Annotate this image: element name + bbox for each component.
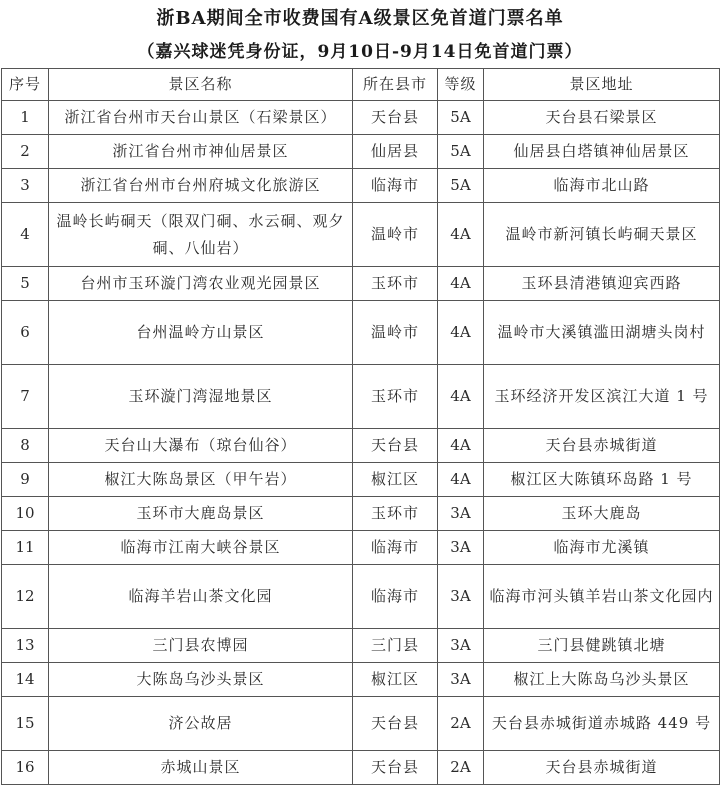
table-row [2, 565, 720, 629]
header-address: 景区地址 [484, 69, 720, 101]
table-row [2, 169, 720, 203]
cell-level: 5A [438, 135, 484, 169]
table-row [2, 497, 720, 531]
cell-address: 玉环经济开发区滨江大道 1 号 [484, 365, 720, 429]
header-county: 所在县市 [353, 69, 438, 101]
cell-name: 赤城山景区 [49, 751, 353, 785]
document-title: 浙BA期间全市收费国有A级景区免首道门票名单 [156, 8, 564, 29]
cell-county: 玉环市 [353, 497, 438, 531]
cell-level: 4A [438, 301, 484, 365]
cell-county: 天台县 [353, 429, 438, 463]
scenic-spot-table [1, 68, 720, 785]
table-row [2, 463, 720, 497]
cell-name: 浙江省台州市台州府城文化旅游区 [49, 169, 353, 203]
cell-county: 玉环市 [353, 365, 438, 429]
cell-address: 天台县赤城街道 [484, 751, 720, 785]
cell-address: 三门县健跳镇北塘 [484, 629, 720, 663]
cell-name: 三门县农博园 [49, 629, 353, 663]
cell-level: 3A [438, 497, 484, 531]
cell-level: 4A [438, 429, 484, 463]
cell-level: 5A [438, 101, 484, 135]
cell-no: 2 [2, 135, 49, 169]
cell-county: 椒江区 [353, 663, 438, 697]
cell-name: 台州市玉环漩门湾农业观光园景区 [49, 267, 353, 301]
cell-name: 济公故居 [49, 697, 353, 751]
cell-address: 临海市尤溪镇 [484, 531, 720, 565]
cell-county: 温岭市 [353, 301, 438, 365]
cell-address: 椒江上大陈岛乌沙头景区 [484, 663, 720, 697]
header-level: 等级 [438, 69, 484, 101]
cell-no: 15 [2, 697, 49, 751]
cell-level: 3A [438, 629, 484, 663]
cell-county: 仙居县 [353, 135, 438, 169]
cell-no: 12 [2, 565, 49, 629]
cell-no: 1 [2, 101, 49, 135]
header-no: 序号 [2, 69, 49, 101]
table-row [2, 101, 720, 135]
cell-level: 4A [438, 267, 484, 301]
table-row [2, 751, 720, 785]
cell-no: 4 [2, 203, 49, 267]
cell-no: 9 [2, 463, 49, 497]
cell-no: 16 [2, 751, 49, 785]
table-row [2, 365, 720, 429]
cell-address: 天台县石梁景区 [484, 101, 720, 135]
cell-name: 浙江省台州市神仙居景区 [49, 135, 353, 169]
table-row [2, 629, 720, 663]
cell-address: 玉环县清港镇迎宾西路 [484, 267, 720, 301]
document-subtitle: （嘉兴球迷凭身份证，9月10日-9月14日免首道门票） [137, 42, 583, 62]
cell-county: 临海市 [353, 169, 438, 203]
cell-county: 天台县 [353, 751, 438, 785]
cell-county: 温岭市 [353, 203, 438, 267]
table-row [2, 267, 720, 301]
cell-address: 临海市北山路 [484, 169, 720, 203]
table-row [2, 135, 720, 169]
cell-no: 8 [2, 429, 49, 463]
cell-name: 大陈岛乌沙头景区 [49, 663, 353, 697]
cell-county: 玉环市 [353, 267, 438, 301]
cell-name: 台州温岭方山景区 [49, 301, 353, 365]
table-row [2, 203, 720, 267]
cell-name: 临海市江南大峡谷景区 [49, 531, 353, 565]
header-name: 景区名称 [49, 69, 353, 101]
cell-address: 椒江区大陈镇环岛路 1 号 [484, 463, 720, 497]
table-row [2, 301, 720, 365]
cell-no: 14 [2, 663, 49, 697]
cell-no: 11 [2, 531, 49, 565]
cell-address: 温岭市新河镇长屿硐天景区 [484, 203, 720, 267]
cell-level: 4A [438, 203, 484, 267]
cell-name: 玉环市大鹿岛景区 [49, 497, 353, 531]
table-header-row [2, 69, 720, 101]
cell-no: 6 [2, 301, 49, 365]
cell-county: 临海市 [353, 531, 438, 565]
cell-county: 临海市 [353, 565, 438, 629]
cell-no: 5 [2, 267, 49, 301]
cell-county: 椒江区 [353, 463, 438, 497]
cell-name: 天台山大瀑布（琼台仙谷） [49, 429, 353, 463]
cell-name: 温岭长屿硐天（限双门硐、水云硐、观夕硐、八仙岩） [49, 203, 353, 267]
cell-level: 2A [438, 697, 484, 751]
cell-no: 3 [2, 169, 49, 203]
table-row [2, 429, 720, 463]
cell-address: 仙居县白塔镇神仙居景区 [484, 135, 720, 169]
table-row [2, 531, 720, 565]
cell-county: 三门县 [353, 629, 438, 663]
cell-level: 3A [438, 531, 484, 565]
cell-level: 3A [438, 565, 484, 629]
cell-county: 天台县 [353, 101, 438, 135]
cell-no: 7 [2, 365, 49, 429]
cell-name: 临海羊岩山茶文化园 [49, 565, 353, 629]
cell-no: 13 [2, 629, 49, 663]
cell-name: 椒江大陈岛景区（甲午岩） [49, 463, 353, 497]
cell-level: 3A [438, 663, 484, 697]
document-header [0, 0, 720, 68]
cell-no: 10 [2, 497, 49, 531]
cell-county: 天台县 [353, 697, 438, 751]
cell-level: 2A [438, 751, 484, 785]
table-row [2, 697, 720, 751]
cell-address: 玉环大鹿岛 [484, 497, 720, 531]
cell-level: 4A [438, 365, 484, 429]
table-row [2, 663, 720, 697]
cell-address: 临海市河头镇羊岩山茶文化园内 [484, 565, 720, 629]
cell-level: 4A [438, 463, 484, 497]
cell-name: 浙江省台州市天台山景区（石梁景区） [49, 101, 353, 135]
cell-level: 5A [438, 169, 484, 203]
cell-address: 天台县赤城街道赤城路 449 号 [484, 697, 720, 751]
cell-address: 温岭市大溪镇滥田湖塘头岗村 [484, 301, 720, 365]
cell-name: 玉环漩门湾湿地景区 [49, 365, 353, 429]
cell-address: 天台县赤城街道 [484, 429, 720, 463]
